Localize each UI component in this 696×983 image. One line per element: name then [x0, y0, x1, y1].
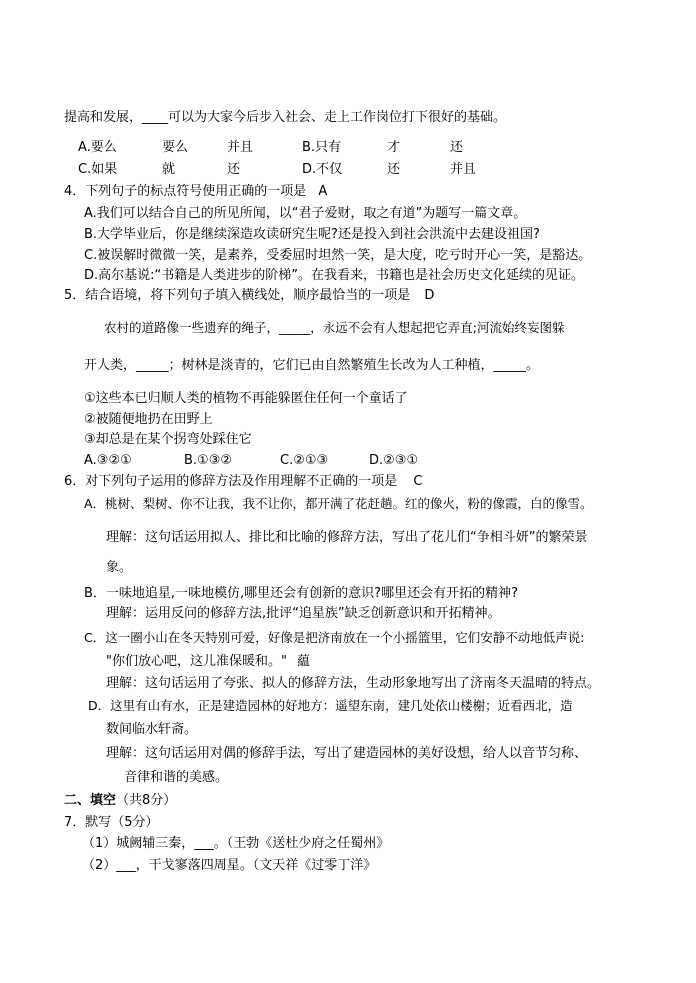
q3-option-c-1: C.如果: [78, 162, 118, 177]
q4-option-a: A.我们可以结合自己的所见所闻，以“君子爱财，取之有道”为题写一篇文章。: [84, 206, 527, 221]
q7-stem: 7．默写（5分）: [64, 815, 159, 830]
q3-option-b-1: B.只有: [302, 140, 342, 155]
q6-option-b-explanation: 理解：运用反问的修辞方法,批评“追星族”缺乏创新意识和开拓精神。: [106, 606, 501, 621]
q5-choice-a: A.③②①: [84, 453, 132, 468]
q6-option-d-line2: 数间临水轩斋。: [106, 722, 198, 737]
q3-option-a-3: 并且: [227, 140, 254, 155]
q6-option-a-explanation-2: 象。: [106, 560, 133, 575]
q6-option-a: A．桃树、梨树、你不让我，我不让你，都开满了花赶趟。红的像火，粉的像霞，白的像雪。: [84, 496, 593, 511]
q4-option-d: D.高尔基说:“书籍是人类进步的阶梯”。在我看来，书籍也是社会历史文化延续的见证。: [84, 268, 584, 283]
q3-option-a-1: A.要么: [78, 140, 117, 155]
q5-answer: D: [424, 288, 435, 303]
q6-option-c: C．这一圈小山在冬天特别可爱，好像是把济南放在一个小摇篮里，它们安静不动地低声说:: [84, 630, 585, 645]
q3-option-b-2: 才: [387, 140, 401, 155]
q4-stem-text: 4．下列句子的标点符号使用正确的一项是: [64, 184, 307, 199]
q5-stem-text: 5．结合语境，将下列句子填入横线处，顺序最恰当的一项是: [64, 288, 411, 303]
q4-answer: A: [318, 184, 328, 199]
section2-title: 二、填空: [64, 793, 117, 808]
section2-points: （共8分）: [116, 793, 177, 808]
q6-option-c-mark: 藴: [297, 654, 311, 669]
q6-option-c-quote: [106, 654, 310, 670]
q6-answer: C: [413, 474, 423, 489]
q5-item-3: ③却总是在某个拐弯处踩住它: [84, 432, 252, 447]
q6-stem-text: 6．对下列句子运用的修辞方法及作用理解不正确的一项是: [64, 474, 398, 489]
q6-option-a-explanation-1: 理解：这句话运用拟人、排比和比喻的修辞方法，写出了花儿们“争相斗妍”的繁荣景: [106, 530, 588, 545]
q3-option-d-2: 还: [387, 162, 401, 177]
q6-option-b: B．一味地追星,一味地模仿,哪里还会有创新的意识?哪里还会有开拓的精神?: [84, 586, 518, 601]
q6-option-d-line1: D．这里有山有水，正是建造园林的好地方：遥望东南，建几处依山楼榭；近看西北，造: [88, 698, 573, 713]
q5-item-1: ①这些本已归顺人类的植物不再能躲匿住任何一个童话了: [84, 391, 408, 406]
q5-item-2: ②被随便地扔在田野上: [84, 412, 213, 427]
section2-heading: [64, 793, 176, 809]
q6-option-c-quote-text: "你们放心吧，这儿准保暖和。": [106, 654, 287, 669]
q5-choice-b: B.①③②: [184, 453, 233, 468]
q6-option-d-explanation-2: 音律和谐的美感。: [124, 770, 229, 785]
q3-stem-tail: 提高和发展，____可以为大家今后步入社会、走上工作岗位打下很好的基础。: [64, 110, 507, 125]
q4-stem: [64, 184, 327, 200]
q6-option-d-explanation-1: 理解：这句话运用对偶的修辞手法，写出了建造园林的美好设想，给人以音节匀称、: [106, 746, 588, 761]
q5-choice-c: C.②①③: [280, 453, 329, 468]
q5-choice-d: D.②③①: [369, 453, 419, 468]
q3-option-c-3: 还: [227, 162, 241, 177]
q5-passage-line2: 开人类，_____；树林是淡青的，它们已由自然繁殖生长改为人工种植，_____。: [84, 358, 540, 373]
q7-item-2: （2）___，干戈寥落四周星。（文天祥《过零丁洋》: [82, 858, 377, 873]
q3-option-c-2: 就: [162, 162, 176, 177]
q6-stem: [64, 474, 423, 490]
q3-option-d-1: D.不仅: [302, 162, 343, 177]
q3-option-d-3: 并且: [450, 162, 477, 177]
q5-stem: [64, 288, 434, 304]
q4-option-c: C.被误解时微微一笑，是素养，受委屈时坦然一笑，是大度，吃亏时开心一笑，是豁达。: [84, 248, 592, 263]
q7-item-1: （1）城阙辅三秦，___。（王勃《送杜少府之任蜀州》: [82, 836, 390, 851]
q5-passage-line1: 农村的道路像一些遗弃的绳子，_____，永远不会有人想起把它弄直;河流始终妄图躲: [104, 320, 565, 335]
q4-option-b: B.大学毕业后，你是继续深造攻读研究生呢?还是投入到社会洪流中去建设祖国?: [84, 227, 540, 242]
q3-option-a-2: 要么: [162, 140, 189, 155]
q3-option-b-3: 还: [450, 140, 464, 155]
q6-option-c-explanation: 理解：这句话运用了夸张、拟人的修辞方法，生动形象地写出了济南冬天温晴的特点。: [106, 676, 601, 691]
